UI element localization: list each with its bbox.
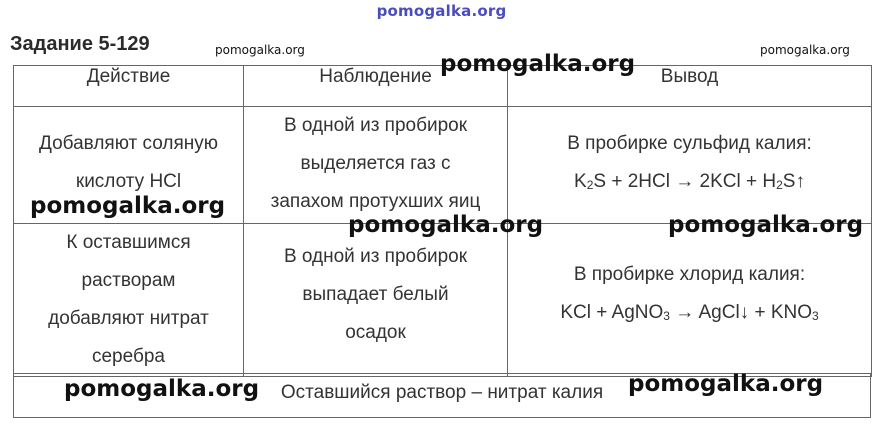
row2-action-line: серебра xyxy=(91,346,165,367)
row1-action-line: Добавляют соляную xyxy=(39,133,218,154)
eq-part: K xyxy=(574,171,587,192)
watermark-big: pomogalka.org xyxy=(668,212,864,238)
watermark-big: pomogalka.org xyxy=(628,371,824,397)
top-watermark: pomogalka.org xyxy=(376,2,507,20)
watermark-small-left: pomogalka.org xyxy=(215,43,305,57)
row1-observation xyxy=(244,107,508,224)
row2-equation xyxy=(508,294,871,335)
header-observation: Наблюдение xyxy=(244,66,508,107)
eq-subscript: 2 xyxy=(586,178,594,192)
row2-observation-line: В одной из пробирок xyxy=(283,246,468,267)
task-title: Задание 5-129 xyxy=(10,33,150,55)
eq-part: S + 2HCl → 2KCl + H xyxy=(593,171,777,192)
row2-observation-line: осадок xyxy=(345,322,406,343)
row1-observation-line: выделяется газ с xyxy=(300,153,451,174)
row2-action-line: растворам xyxy=(81,270,176,291)
header-action: Действие xyxy=(14,66,244,107)
row2-action xyxy=(14,224,244,377)
row1-equation xyxy=(508,163,871,204)
row1-action-line: кислоту HCl xyxy=(75,171,182,192)
row2-observation-line: выпадает белый xyxy=(302,284,449,305)
watermark-big: pomogalka.org xyxy=(348,212,544,238)
row2-action-line: К оставшимся xyxy=(66,232,191,253)
row2-conclusion-text: В пробирке хлорид калия: xyxy=(573,264,806,285)
watermark-small-right: pomogalka.org xyxy=(760,43,850,57)
watermark-big: pomogalka.org xyxy=(440,51,636,77)
row2-conclusion xyxy=(508,224,872,377)
eq-part: KCl + AgNO xyxy=(560,302,664,323)
row1-conclusion xyxy=(508,107,872,224)
row2-observation xyxy=(244,224,508,377)
row1-observation-line: В одной из пробирок xyxy=(283,115,468,136)
watermark-big: pomogalka.org xyxy=(64,376,260,402)
eq-part: S↑ xyxy=(782,171,805,192)
row2-action-line: добавляют нитрат xyxy=(48,308,209,329)
eq-subscript: 3 xyxy=(812,309,819,323)
row1-conclusion-text: В пробирке сульфид калия: xyxy=(567,133,812,154)
table-row xyxy=(14,224,872,377)
eq-subscript: 2 xyxy=(776,178,783,192)
final-row-text: Оставшийся раствор – нитрат калия xyxy=(280,382,604,403)
header-conclusion: Вывод xyxy=(508,66,872,107)
eq-subscript: 3 xyxy=(663,309,670,323)
watermark-big: pomogalka.org xyxy=(30,193,226,219)
eq-part: → AgCl↓ + KNO xyxy=(669,302,812,323)
row1-observation-line: запахом протухших яиц xyxy=(270,191,481,212)
